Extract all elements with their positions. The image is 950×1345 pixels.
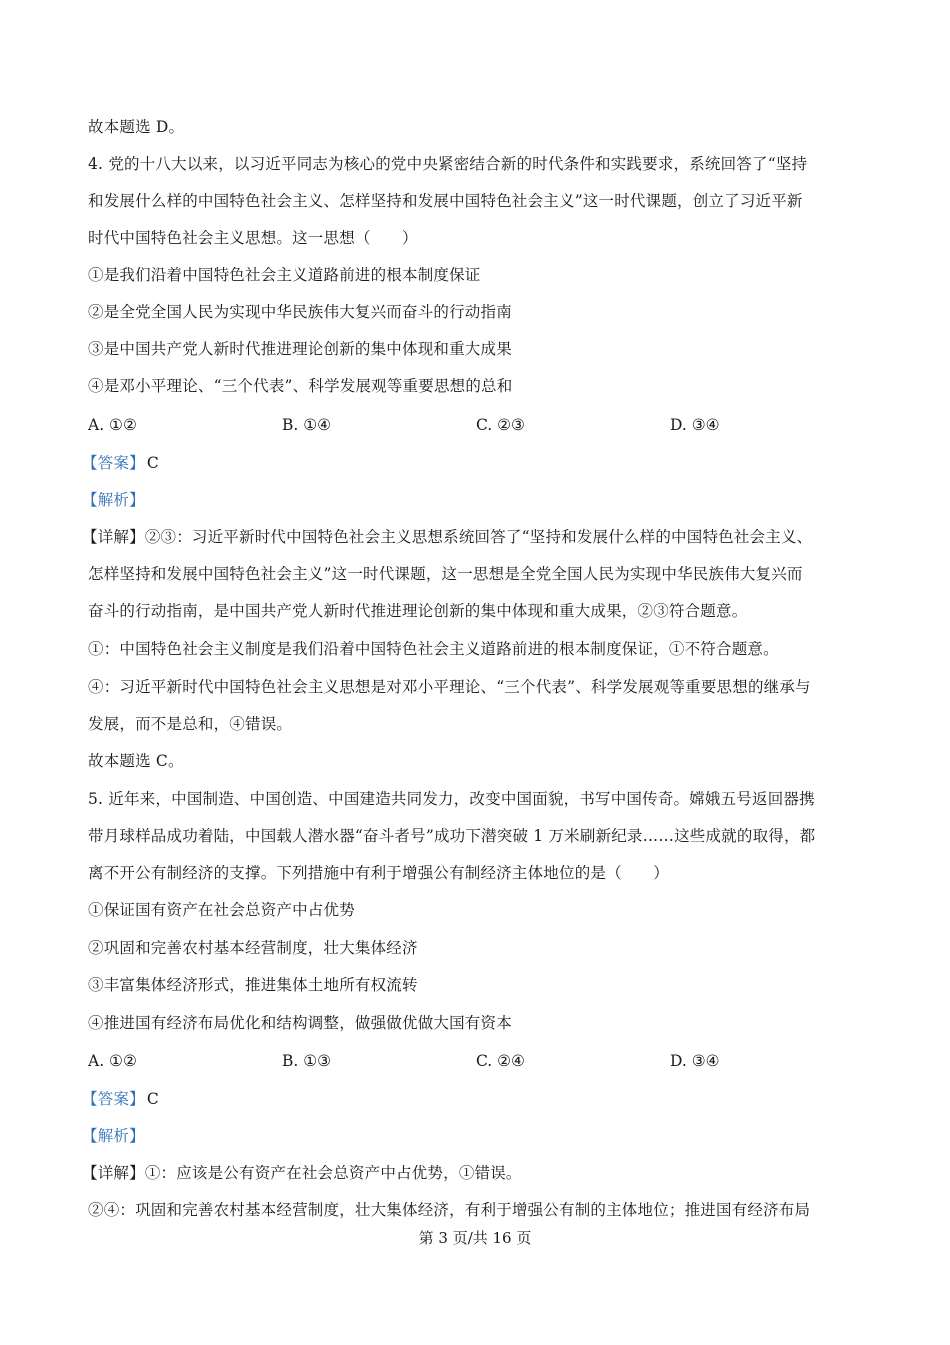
q5-detail-line-1: [82, 1163, 872, 1183]
q4-detail-line-4: ①：中国特色社会主义制度是我们沿着中国特色社会主义道路前进的根本制度保证，①不符合题意。: [88, 640, 779, 658]
q5-option-b: B. ①③: [282, 1052, 332, 1070]
page-footer: 第 3 页/共 16 页: [418, 1229, 532, 1247]
q4-option-b: B. ①④: [282, 416, 332, 434]
q4-statement-1: ①是我们沿着中国特色社会主义道路前进的根本制度保证: [88, 266, 481, 284]
q4-analysis-row: [82, 490, 872, 510]
q5-statement-4: ④推进国有经济布局优化和结构调整，做强做优做大国有资本: [88, 1014, 512, 1032]
q5-analysis-row: [82, 1126, 872, 1146]
q4-analysis-tag: 【解析】: [82, 491, 145, 509]
q5-stem-line-1: 5. 近年来，中国制造、中国创造、中国建造共同发力，改变中国面貌，书写中国传奇。嫦娥五号返回器携: [88, 790, 815, 808]
q4-option-d: D. ③④: [670, 416, 720, 434]
q5-stem-line-2: 带月球样品成功着陆，中国载人潜水器“奋斗者号”成功下潜突破 1 万米刷新纪录……这些成就的取得，都: [88, 827, 816, 845]
q5-option-d: D. ③④: [670, 1052, 720, 1070]
q4-option-c: C. ②③: [476, 416, 525, 434]
q5-statement-2: ②巩固和完善农村基本经营制度，壮大集体经济: [88, 939, 418, 957]
q4-detail-tag: 【详解】: [82, 528, 145, 546]
q5-answer-row: [82, 1089, 872, 1109]
q4-conclusion: 故本题选 C。: [88, 752, 184, 770]
q5-stem-line-3: 离不开公有制经济的支撑。下列措施中有利于增强公有制经济主体地位的是（ ）: [88, 864, 669, 882]
q5-answer-value: C: [146, 1090, 159, 1108]
q4-stem-line-3: 时代中国特色社会主义思想。这一思想（ ）: [88, 229, 418, 247]
q4-answer-row: [82, 453, 872, 473]
q4-detail-line-6: 发展，而不是总和，④错误。: [88, 715, 293, 733]
q4-detail-line-5: ④：习近平新时代中国特色社会主义思想是对邓小平理论、“三个代表”、科学发展观等重要思想的继承与: [88, 678, 811, 696]
q4-option-a: A. ①②: [88, 416, 137, 434]
q4-detail-text-1: ②③：习近平新时代中国特色社会主义思想系统回答了“坚持和发展什么样的中国特色社会主义、: [144, 528, 813, 546]
q4-stem-line-2: 和发展什么样的中国特色社会主义、怎样坚持和发展中国特色社会主义”这一时代课题，创立了习近平新: [88, 192, 803, 210]
q5-detail-tag: 【详解】: [82, 1164, 145, 1182]
q5-detail-text-1: ①：应该是公有资产在社会总资产中占优势，①错误。: [144, 1164, 522, 1182]
q4-stem-line-1: 4. 党的十八大以来，以习近平同志为核心的党中央紧密结合新的时代条件和实践要求，系统回答了“坚持: [88, 155, 808, 173]
q4-detail-line-2: 怎样坚持和发展中国特色社会主义”这一时代课题，这一思想是全党全国人民为实现中华民族伟大复兴而: [88, 565, 803, 583]
q4-statement-3: ③是中国共产党人新时代推进理论创新的集中体现和重大成果: [88, 340, 512, 358]
q4-answer-value: C: [146, 454, 159, 472]
q4-answer-tag: 【答案】: [82, 454, 145, 472]
q5-answer-tag: 【答案】: [82, 1090, 145, 1108]
q5-statement-1: ①保证国有资产在社会总资产中占优势: [88, 901, 355, 919]
q5-analysis-tag: 【解析】: [82, 1127, 145, 1145]
q4-statement-2: ②是全党全国人民为实现中华民族伟大复兴而奋斗的行动指南: [88, 303, 512, 321]
prev-conclusion: 故本题选 D。: [88, 118, 185, 136]
q4-detail-line-1: [82, 527, 872, 547]
q5-detail-line-2: ②④：巩固和完善农村基本经营制度，壮大集体经济，有利于增强公有制的主体地位；推进国有经济布局: [88, 1201, 811, 1219]
q5-option-a: A. ①②: [88, 1052, 137, 1070]
q5-option-c: C. ②④: [476, 1052, 525, 1070]
q4-statement-4: ④是邓小平理论、“三个代表”、科学发展观等重要思想的总和: [88, 377, 513, 395]
q4-detail-line-3: 奋斗的行动指南，是中国共产党人新时代推进理论创新的集中体现和重大成果，②③符合题意。: [88, 602, 748, 620]
q5-statement-3: ③丰富集体经济形式，推进集体土地所有权流转: [88, 976, 418, 994]
